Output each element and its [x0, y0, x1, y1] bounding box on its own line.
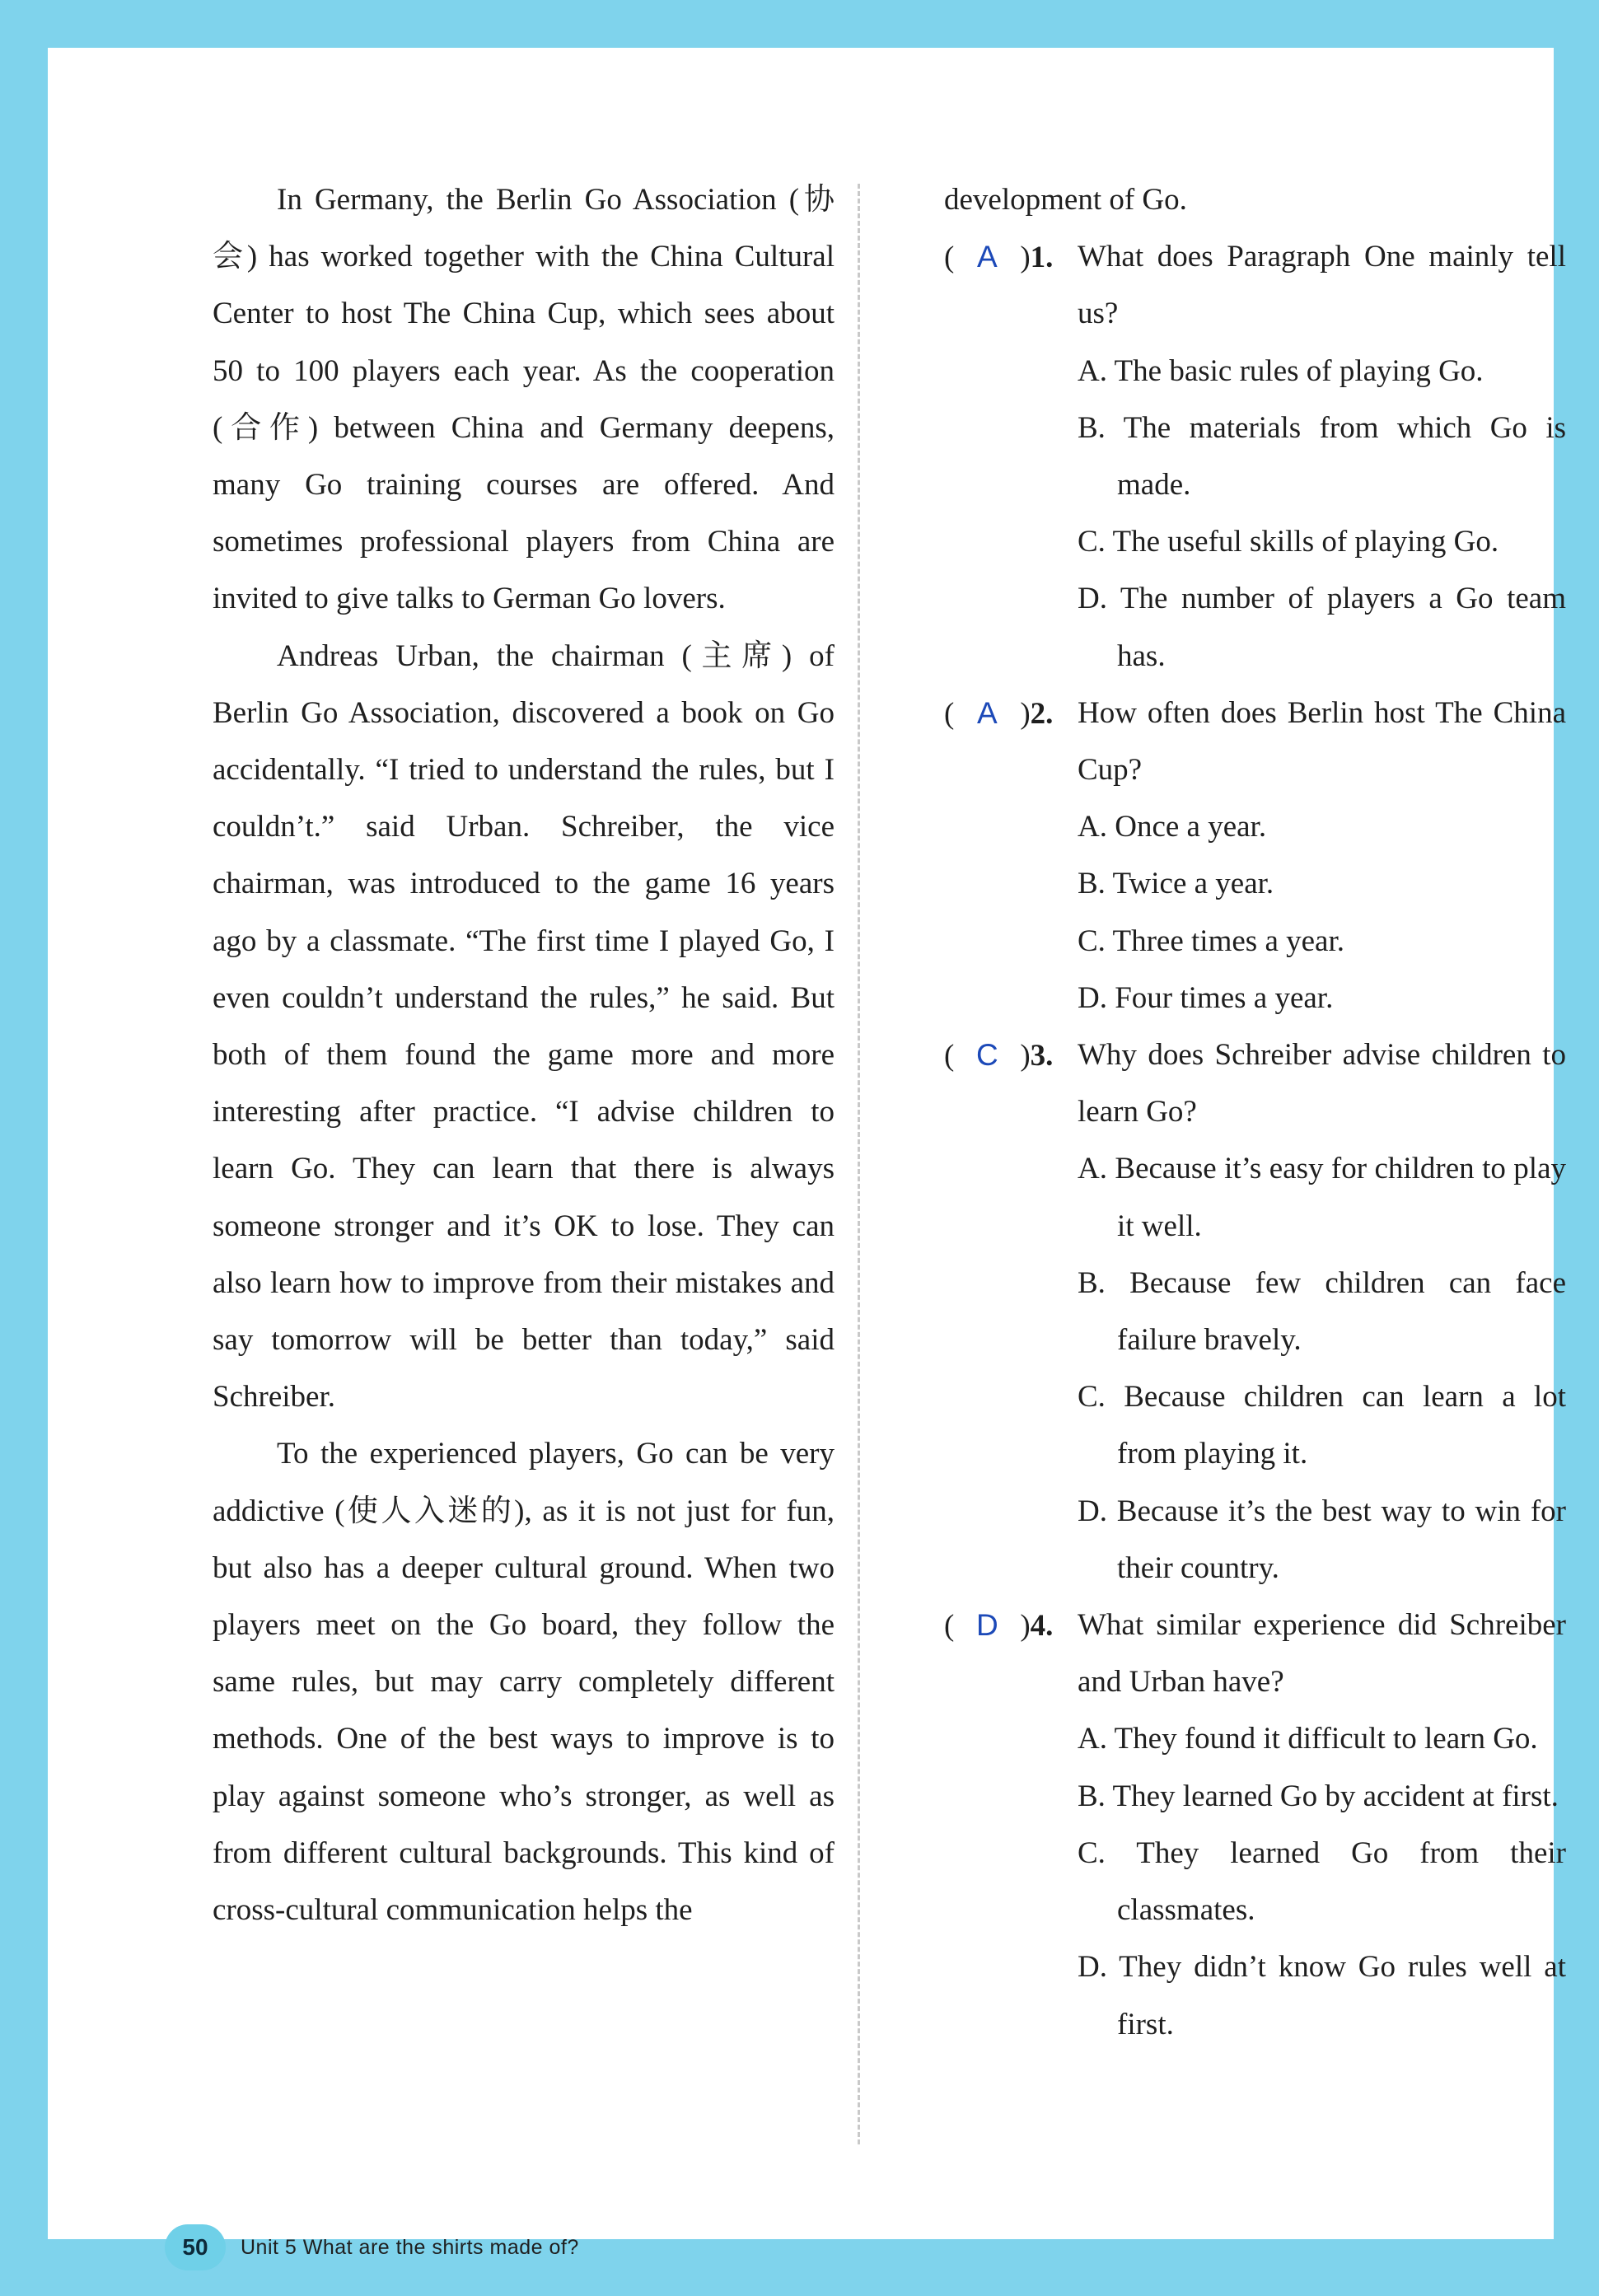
- page-footer: [165, 2223, 579, 2272]
- question-1: [944, 228, 1566, 685]
- option-a: A. Because it’s easy for children to play it well.: [1078, 1152, 1566, 1243]
- option-b: B. Twice a year.: [1078, 867, 1274, 901]
- option-c: C. They learned Go from their classmates.: [1078, 1835, 1566, 1928]
- option-b: B. They learned Go by accident at first.: [1078, 1779, 1559, 1813]
- question-number: 3.: [1030, 1039, 1054, 1073]
- answer-bracket: ( C )3.: [944, 1026, 1078, 1084]
- question-number: 4.: [1030, 1609, 1054, 1644]
- option-a: A. The basic rules of playing Go.: [1078, 353, 1484, 388]
- answer-text: A: [976, 240, 998, 274]
- question-stem: Why does Schreiber advise children to learn Go?: [1078, 1038, 1566, 1129]
- option-c: C. The useful skills of playing Go.: [1078, 525, 1499, 559]
- page-sheet: [48, 48, 1566, 2260]
- question-number: 2.: [1030, 696, 1054, 731]
- option-a: A. They found it difficult to learn Go.: [1078, 1722, 1538, 1756]
- passage-continuation: development of Go.: [944, 183, 1187, 217]
- answer-text: A: [976, 695, 998, 730]
- question-stem: What similar experience did Schreiber and Urban have?: [1078, 1608, 1566, 1700]
- option-c: C. Because children can learn a lot from playing it.: [1078, 1380, 1566, 1471]
- question-number: 1.: [1030, 241, 1054, 275]
- question-3: [944, 1026, 1566, 1597]
- answer-bracket: ( A )2.: [944, 685, 1078, 742]
- option-d: D. They didn’t know Go rules well at first.: [1078, 1950, 1566, 2041]
- question-stem: What does Paragraph One mainly tell us?: [1078, 240, 1566, 331]
- option-b: B. The materials from which Go is made.: [1078, 410, 1566, 503]
- option-d: D. Because it’s the best way to win for their country.: [1078, 1494, 1566, 1585]
- question-column: [944, 171, 1566, 2053]
- reading-passage: [213, 171, 835, 1938]
- option-b: B. Because few children can face failure bravely.: [1078, 1265, 1566, 1358]
- passage-paragraph-3: To the experienced players, Go can be very addictive (使人入迷的), as it is not just for fun, but also has a deeper cultural ground. When two players meet on the Go board, they follow the same rules, but may carry completely different methods. One of the best ways to improve is to play against someone who’s stronger, as well as from different cultural backgrounds. This kind of cross-cultural communication helps the: [213, 1437, 835, 1928]
- answer-bracket: ( A )1.: [944, 228, 1078, 286]
- passage-paragraph-2: Andreas Urban, the chairman (主席) of Berlin Go Association, discovered a book on Go accidentally. “I tried to understand the rules, but I couldn’t.” said Urban. Schreiber, the vice chairman, was introduced to the game 16 years ago by a classmate. “The first time I played Go, I even couldn’t understand the rules,” he said. But both of them found the game more and more interesting after practice. “I advise children to learn Go. They can learn that there is always someone stronger and it’s OK to lose. They can also learn how to improve from their mistakes and say tomorrow will be better than today,” said Schreiber.: [213, 638, 835, 1415]
- option-c: C. Three times a year.: [1078, 924, 1344, 958]
- question-2: [944, 685, 1566, 1026]
- answer-text: D: [975, 1608, 998, 1643]
- question-4: [944, 1597, 1566, 2053]
- answer-bracket: ( D )4.: [944, 1597, 1078, 1654]
- passage-paragraph-1: In Germany, the Berlin Go Association (协会) has worked together with the China Cultural Center to host The China Cup, which sees about 50 to 100 players each year. As the cooperation (合作) between China and Germany deepens, many Go training courses are offered. And sometimes professional players from China are invited to give talks to German Go lovers.: [213, 183, 835, 616]
- unit-title: Unit 5 What are the shirts made of?: [241, 2235, 579, 2259]
- option-d: D. Four times a year.: [1078, 980, 1334, 1015]
- option-d: D. The number of players a Go team has.: [1078, 582, 1566, 673]
- column-divider: [858, 184, 860, 2144]
- option-a: A. Once a year.: [1078, 810, 1267, 844]
- page-number-badge: 50: [165, 2224, 226, 2270]
- answer-text: C: [975, 1038, 998, 1073]
- question-stem: How often does Berlin host The China Cup?: [1078, 695, 1566, 788]
